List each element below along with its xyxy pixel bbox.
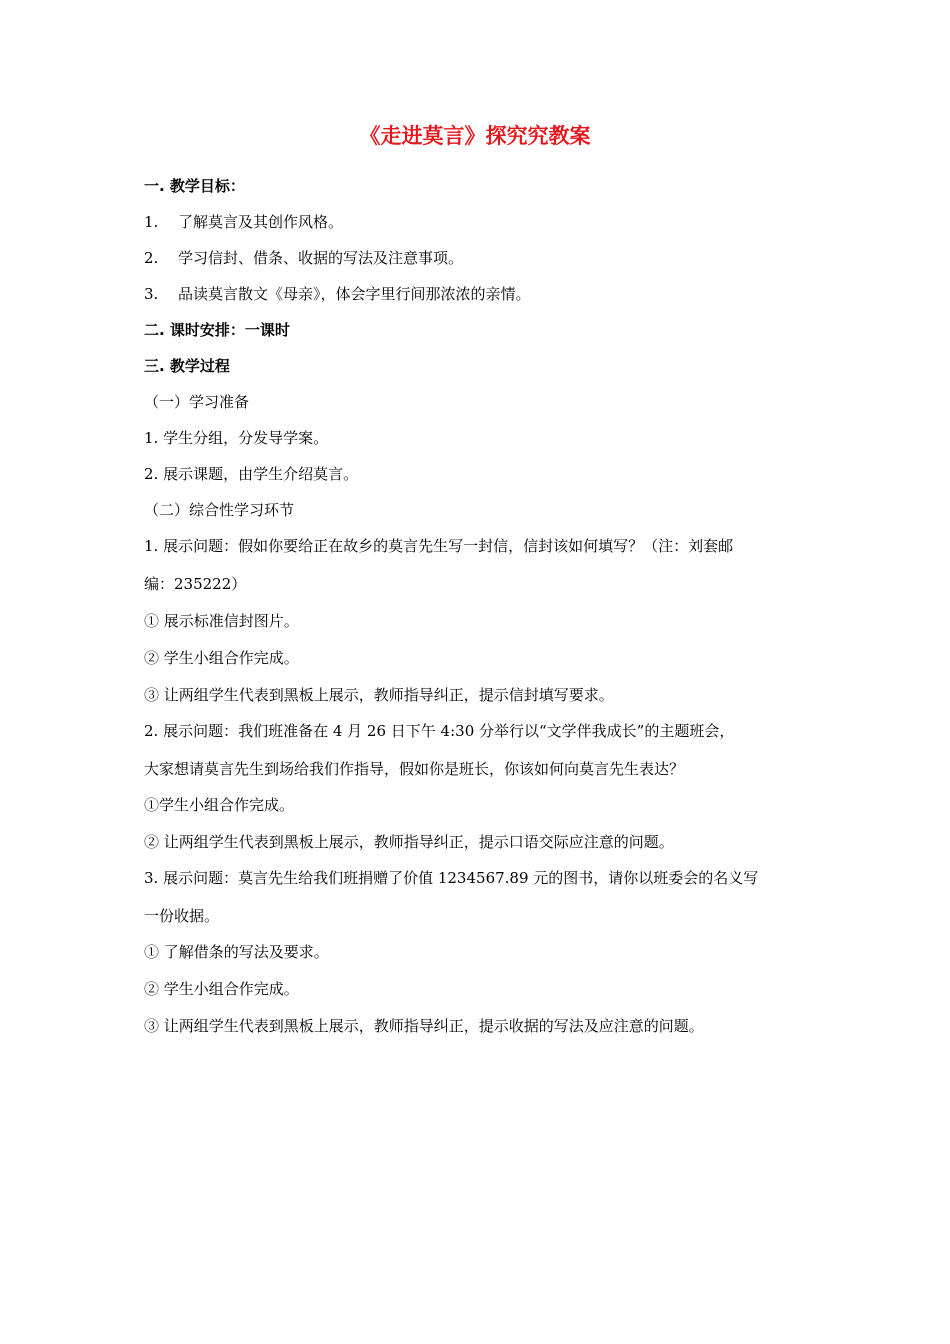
question-1-step: ① 展示标准信封图片。	[144, 612, 299, 630]
document-body	[144, 172, 814, 1036]
question-3-step: ③ 让两组学生代表到黑板上展示，教师指导纠正，提示收据的写法及应注意的问题。	[144, 1017, 704, 1035]
subsection-heading-activity: （二）综合性学习环节	[144, 501, 295, 519]
question-1-step: ② 学生小组合作完成。	[144, 649, 299, 667]
question-2-step: ② 让两组学生代表到黑板上展示，教师指导纠正，提示口语交际应注意的问题。	[144, 833, 674, 851]
goal-text: 学习信封、借条、收据的写法及注意事项。	[178, 249, 464, 267]
document-title: 《走进莫言》探究究教案	[359, 123, 591, 148]
goal-number: 3.	[144, 285, 159, 303]
section-heading-goals: 一. 教学目标：	[144, 177, 245, 195]
section-heading-process: 三. 教学过程	[144, 357, 230, 375]
question-3-step: ① 了解借条的写法及要求。	[144, 943, 329, 961]
question-2-line-2: 大家想请莫言先生到场给我们作指导，假如你是班长，你该如何向莫言先生表达？	[144, 760, 685, 778]
goal-item	[144, 248, 814, 268]
question-2-line-1: 2. 展示问题：我们班准备在 4 月 26 日下午 4:30 分举行以“文学伴我成长”的主题班会，	[144, 722, 735, 740]
question-3-step: ② 学生小组合作完成。	[144, 980, 299, 998]
subsection-heading-prep: （一）学习准备	[144, 393, 250, 411]
goal-item	[144, 284, 814, 304]
goal-number: 1.	[144, 213, 159, 231]
question-1-line-2: 编：235222）	[144, 575, 247, 593]
question-1-line-1: 1. 展示问题：假如你要给正在故乡的莫言先生写一封信，信封该如何填写？（注：刘套邮	[144, 537, 734, 555]
goal-text: 了解莫言及其创作风格。	[178, 213, 344, 231]
question-3-line-1: 3. 展示问题：莫言先生给我们班捐赠了价值 1234567.89 元的图书，请你以班委会的名义写	[144, 869, 759, 887]
question-1-step: ③ 让两组学生代表到黑板上展示，教师指导纠正，提示信封填写要求。	[144, 686, 614, 704]
section-heading-schedule: 二. 课时安排：一课时	[144, 321, 290, 339]
goal-item	[144, 212, 814, 232]
question-2-step: ①学生小组合作完成。	[144, 796, 295, 814]
goal-text: 品读莫言散文《母亲》，体会字里行间那浓浓的亲情。	[178, 285, 531, 303]
goal-number: 2.	[144, 249, 159, 267]
prep-step: 2. 展示课题，由学生介绍莫言。	[144, 465, 359, 483]
prep-step: 1. 学生分组，分发导学案。	[144, 429, 329, 447]
question-3-line-2: 一份收据。	[144, 907, 220, 925]
